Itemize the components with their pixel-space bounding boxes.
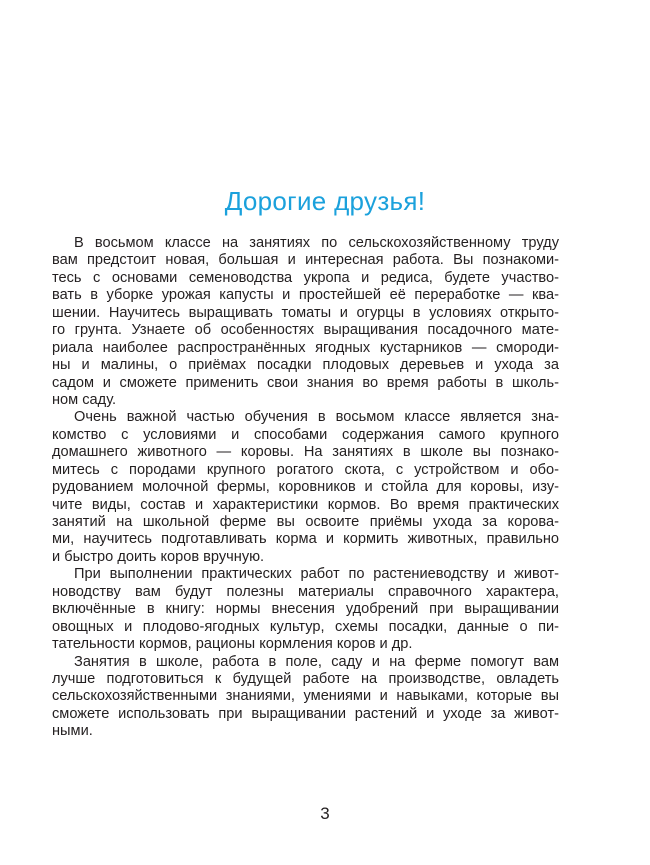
paragraph — [52, 235, 559, 409]
text-line: ми, научитесь подготавливать корма и кормить животных, правильно — [52, 531, 559, 548]
text-line: риала наиболее распространённых ягодных кустарников — смороди- — [52, 339, 559, 356]
text-line: вам предстоит новая, большая и интересная работа. Вы познакоми- — [52, 252, 559, 269]
text-line: го грунта. Узнаете об особенностях выращивания посадочного мате- — [52, 322, 559, 339]
paragraph — [52, 566, 559, 653]
text-line: сможете использовать при выращивании растений и уходе за живот- — [52, 705, 559, 722]
text-line: включённые в книгу: нормы внесения удобрений при выращивании — [52, 601, 559, 618]
text-line: сельскохозяйственными знаниями, умениями и навыками, которые вы — [52, 688, 559, 705]
text-line: садом и сможете применить свои знания во время работы в школь- — [52, 374, 559, 391]
text-line: домашнего животного — коровы. На занятиях в школе вы познако- — [52, 444, 559, 461]
text-line: тесь с основами семеноводства укропа и редиса, будете участво- — [52, 269, 559, 286]
text-line: лучше подготовиться к будущей работе на производстве, овладеть — [52, 670, 559, 687]
text-line: новодству вам будут полезны материалы справочного характера, — [52, 583, 559, 600]
text-line: занятий на школьной ферме вы освоите приёмы ухода за корова- — [52, 514, 559, 530]
text-line: рудованием молочной фермы, коровников и стойла для коровы, изу- — [52, 479, 559, 496]
paragraph — [52, 409, 559, 566]
text-line: При выполнении практических работ по растениеводству и живот- — [74, 566, 559, 583]
text-line: вать в уборке урожая капусты и простейшей её переработке — ква- — [52, 287, 559, 304]
paragraph — [52, 654, 559, 741]
text-line: ном саду. — [52, 391, 117, 408]
body-text — [52, 235, 559, 741]
text-line: Очень важной частью обучения в восьмом классе является зна- — [74, 409, 559, 426]
text-line: овощных и плодово-ягодных культур, схемы посадки, данные о пи- — [52, 618, 559, 635]
text-line: комство с условиями и способами содержания самого крупного — [52, 426, 559, 443]
text-line: и быстро доить коров вручную. — [52, 548, 265, 565]
text-line: ны и малины, о приёмах посадки плодовых деревьев и ухода за — [52, 357, 559, 374]
text-line: В восьмом классе на занятиях по сельскохозяйственному труду — [74, 235, 559, 251]
text-line: шении. Научитесь выращивать томаты и огурцы в условиях открыто- — [52, 304, 559, 321]
text-line: Занятия в школе, работа в поле, саду и на ферме помогут вам — [74, 653, 559, 670]
text-line: чите виды, состав и характеристики кормов. Во время практических — [52, 496, 559, 513]
page-number: 3 — [320, 804, 330, 823]
page-title: Дорогие друзья! — [224, 186, 426, 216]
text-line: ными. — [52, 723, 93, 740]
text-line: митесь с породами крупного рогатого скота, с устройством и обо- — [52, 461, 559, 478]
text-line: тательности кормов, рационы кормления коров и др. — [52, 636, 413, 653]
